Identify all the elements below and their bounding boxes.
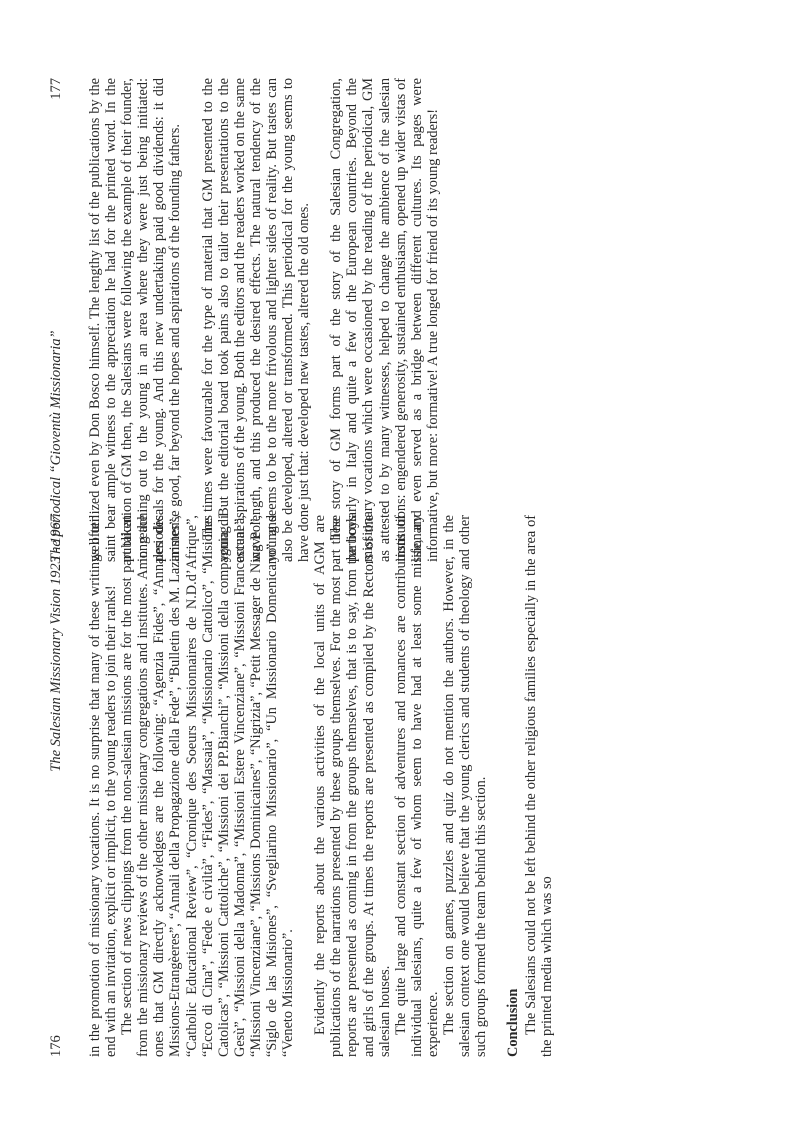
left-page-header xyxy=(48,515,65,1057)
running-title: The Salesian Missionary Vision 1923 - 1967 xyxy=(48,515,64,772)
paragraph: The quite large and constant section of adventures and romances are contributions of individual salesians, quite a few of whom seem to have had at least some missionary experience. xyxy=(392,515,441,1057)
paragraph: Evidently the reports about the various activities of the local units of AGM are publications of the narrations presented by these groups themselves. For the most part these reports are presented as coming in from the groups themselves, that is to say, from the boys and girls of the groups. At times the reports are presented as compiled by the Rectors of the salesian houses. xyxy=(312,515,393,1057)
page-number: 176 xyxy=(48,1035,64,1057)
page-number: 177 xyxy=(48,78,64,100)
left-page xyxy=(48,515,556,1057)
paragraph: well utilized even by Don Bosco himself. The lengthy list of the publications by the saint bear ample witness to the appreciation he had for the printed word. In the publication of GM then, the Salesians were following the example of their founder, in reaching out to the young in an area where they were just being initiated: periodicals for the young. And this new undertaking paid good dividends: it did immense good, far beyond the hopes and aspirations of the founding fathers. xyxy=(87,78,184,562)
paragraph: in the promotion of missionary vocations. It is no surprise that many of these writings often end with an invitation, explicit or implicit, to the young readers to join their ranks! xyxy=(87,515,120,1057)
right-page xyxy=(48,78,441,562)
paragraph: The Salesians could not be left behind the other religious families especially in the area of the printed media which was so xyxy=(523,515,556,1057)
running-title: The periodical “Gioventù Missionaria” xyxy=(48,330,64,562)
paragraph: The section of news clippings from the non-salesian missions are for the most part taken from the missionary reviews of the other missionary congregations and institutes. Among the ones that GM directly acknowledges are the following: “Agenzia Fides”, “Annales des Missions-Etrangèeres”, “Annali della Propagazione della Fede”, “Bulletin des M. Lazaristes”, “Catholic Educational Review”, “Cronique des Soeurs Missionnaires de N.D.d’Afrique”, “Ecco di Cina”, “Fede e civiltà”, “Fides”, “Massaia”, “Missionario Cattolico”, “Misiones Catolicas”, “Missioni Cattoliche”, “Missioni dei PP.Bianchi”, “Missioni della compagnia di Gesù”, “Missioni della Madonna”, “Missioni Estere Vincenziane”, “Missioni Francescane”, “Missioni Vincenziane”, “Missions Dominicaines”, “Nigrizia”, “Petit Messager de Ning Po”, “Siglo de las Misiones”, “Svegliarino Missionario”, “Un Missionario Domenicano” and “Veneto Missionario”. xyxy=(119,515,297,1057)
paragraph: The times were favourable for the type of material that GM presented to the young. But the editorial board took pains also to tailor their presentations to the actual aspirations of the young. Both the editors and the readers worked on the same wave length, and this produced the desired effects. The natural tendency of the young seems to be to the more frivolous and lighter sides of reality. But tastes can also be developed, altered or transformed. This periodical for the young seems to have done just that: developed new tastes, altered the old ones. xyxy=(199,78,313,562)
left-page-body xyxy=(87,515,556,1057)
paragraph: The section on games, puzzles and quiz do not mention the authors. However, in the salesian context one would believe that the young clerics and students of theology and other such groups formed the team behind this section. xyxy=(440,515,490,1057)
right-page-body xyxy=(87,78,441,562)
right-page-header xyxy=(48,78,65,562)
section-heading: Conclusion xyxy=(505,988,522,1057)
paragraph: The story of GM forms part of the story of the Salesian Congregation, particularly in Italy and quite a few of the European countries. Beyond the missionary vocations which were occasioned by the reading of the periodical, GM as attested to by many witnesses, helped to change the ambience of the salesian institutions: engendered generosity, sustained enthusiasm, opened up wider vistas of life, and even served as a bridge between different cultures. Its pages were informative, but more: formative! A true longed for friend of its young readers! xyxy=(328,78,441,562)
